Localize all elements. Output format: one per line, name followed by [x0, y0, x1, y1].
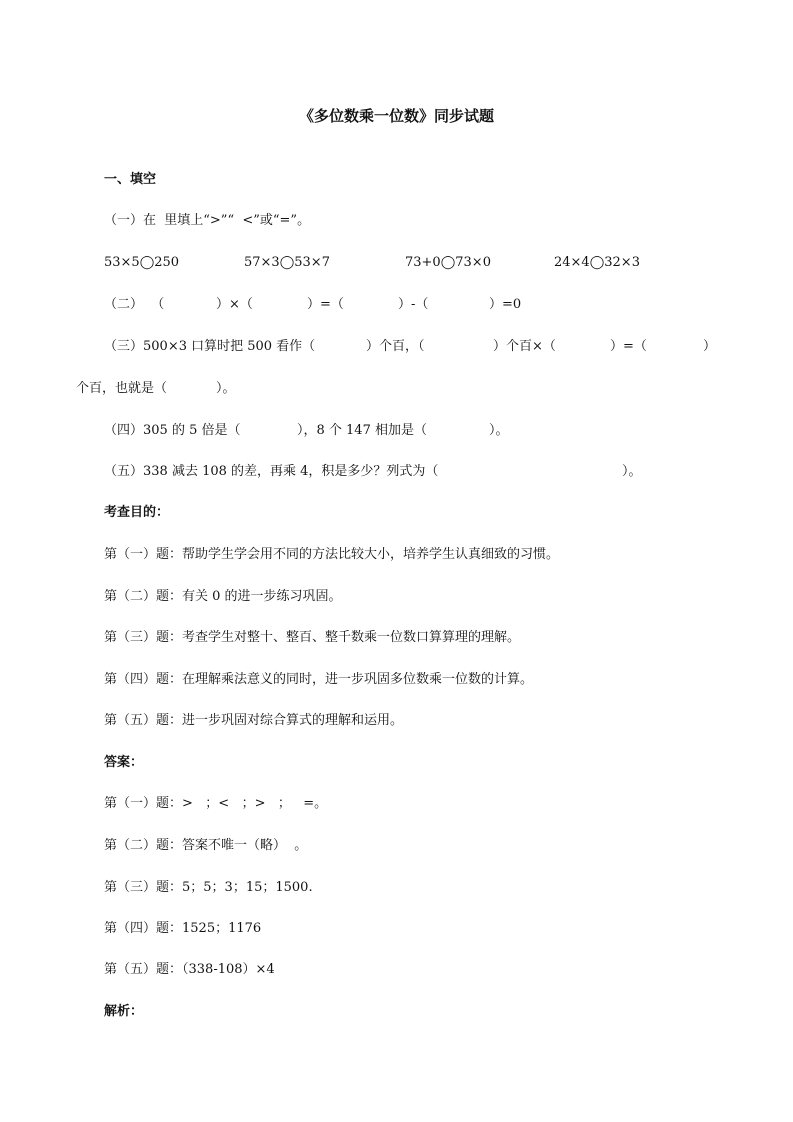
- purpose-item: 第（五）题：进一步巩固对综合算式的理解和运用。: [104, 713, 404, 728]
- purpose-heading: 考查目的：: [104, 505, 170, 520]
- question-3-part: ）个百×（: [493, 339, 556, 354]
- question-2-part: ）×（: [216, 297, 253, 312]
- purpose-item: 第（三）题：考查学生对整十、整百、整千数乘一位数口算算理的理解。: [104, 630, 521, 645]
- answer-item: 第（一）题：> ；< ；> ； =。: [104, 796, 328, 811]
- question-2-part: ）=0: [489, 297, 522, 312]
- analysis-heading: 解析：: [104, 1004, 144, 1019]
- purpose-item: 第（一）题：帮助学生学会用不同的方法比较大小，培养学生认真细致的习惯。: [104, 547, 560, 562]
- question-5-part: （五）338 减去 108 的差，再乘 4，积是多少？列式为（: [104, 464, 439, 479]
- section-heading-fill-blank: 一、填空: [104, 172, 157, 187]
- question-4-part: ）。: [489, 423, 509, 438]
- purpose-item: 第（四）题：在理解乘法意义的同时，进一步巩固多位数乘一位数的计算。: [104, 672, 534, 687]
- question-5-part: ）。: [622, 464, 642, 479]
- question-4-part: ），8 个 147 相加是（: [297, 423, 427, 438]
- question-2-part: ）-（: [398, 297, 429, 312]
- question-2-part: ）=（: [307, 297, 344, 312]
- question-3-part: ）个百，（: [366, 339, 425, 354]
- answer-item: 第（四）题：1525；1176: [104, 921, 262, 936]
- compare-item: 24×4◯32×3: [554, 255, 640, 270]
- compare-item: 53×5◯250: [104, 255, 180, 270]
- question-2-part: （二） （: [104, 297, 165, 312]
- answer-item: 第（二）题：答案不唯一（略） 。: [104, 838, 308, 853]
- page-title: 《多位数乘一位数》同步试题: [298, 107, 494, 125]
- question-3-line2: ）。: [216, 381, 236, 396]
- question-3-line2: 个百，也就是（: [76, 381, 168, 396]
- question-4-part: （四）305 的 5 倍是（: [104, 423, 241, 438]
- purpose-item: 第（二）题：有关 0 的进一步练习巩固。: [104, 589, 342, 604]
- question-1-prompt: （一）在 里填上“>”“ <”或“=”。: [104, 213, 311, 228]
- question-3-part: ）: [703, 339, 717, 354]
- compare-item: 73+0◯73×0: [405, 255, 491, 270]
- compare-item: 57×3◯53×7: [244, 255, 330, 270]
- answer-item: 第（三）题：5；5；3；15；1500.: [104, 880, 313, 895]
- question-3-part: ）=（: [610, 339, 647, 354]
- question-3-part: （三）500×3 口算时把 500 看作（: [104, 339, 316, 354]
- answer-item: 第（五）题：（338-108）×4: [104, 962, 275, 977]
- answer-heading: 答案：: [104, 755, 144, 770]
